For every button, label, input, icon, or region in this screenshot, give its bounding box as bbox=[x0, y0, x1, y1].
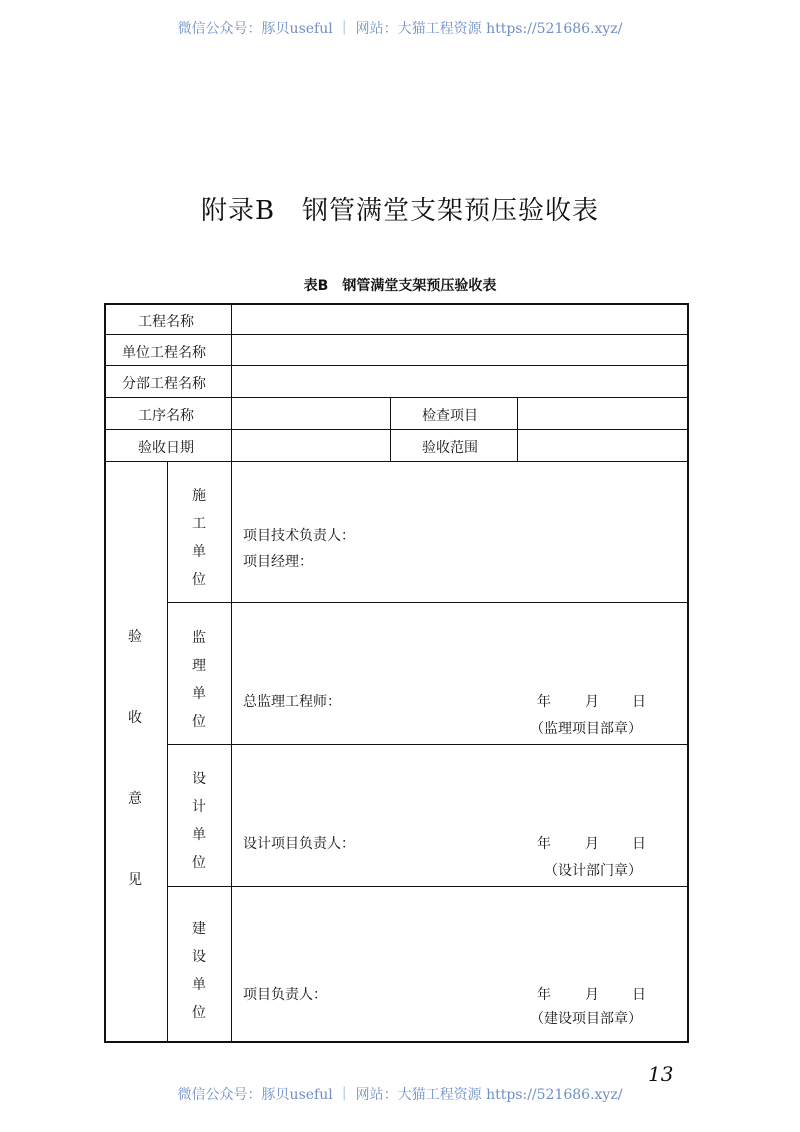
year-label: 年 bbox=[537, 987, 551, 1003]
unit-supervision bbox=[192, 627, 206, 731]
project-manager-label: 项目经理： bbox=[243, 554, 313, 570]
unit-construction bbox=[192, 485, 206, 589]
stamp-label: （监理项目部章） bbox=[530, 721, 642, 737]
char: 验 bbox=[128, 629, 142, 645]
char: 设 bbox=[192, 771, 206, 787]
label-sub-project-name: 分部工程名称 bbox=[122, 376, 206, 392]
char: 计 bbox=[192, 799, 206, 815]
label-acceptance-scope: 验收范围 bbox=[422, 440, 478, 456]
label-unit-project-name: 单位工程名称 bbox=[122, 345, 206, 361]
char: 设 bbox=[192, 949, 206, 965]
char: 位 bbox=[192, 714, 206, 730]
char: 单 bbox=[192, 827, 206, 843]
label-process-name: 工序名称 bbox=[138, 408, 194, 424]
month-label: 月 bbox=[585, 694, 599, 710]
label-acceptance-date: 验收日期 bbox=[138, 440, 194, 456]
char: 见 bbox=[128, 872, 142, 888]
label-inspection-item: 检查项目 bbox=[422, 408, 478, 424]
day-label: 日 bbox=[632, 987, 646, 1003]
watermark-top: 微信公众号：豚贝useful ｜ 网站：大猫工程资源 https://521686.xyz/ bbox=[177, 21, 623, 37]
month-label: 月 bbox=[585, 836, 599, 852]
design-lead-label: 设计项目负责人： bbox=[243, 836, 355, 852]
char: 意 bbox=[128, 791, 142, 807]
stamp-label: （建设项目部章） bbox=[530, 1011, 642, 1027]
char: 位 bbox=[192, 572, 206, 588]
page-number: 13 bbox=[648, 1062, 674, 1086]
char: 单 bbox=[192, 686, 206, 702]
acceptance-opinion-label bbox=[128, 626, 142, 889]
char: 工 bbox=[192, 516, 206, 532]
char: 单 bbox=[192, 544, 206, 560]
tech-lead-label: 项目技术负责人： bbox=[243, 528, 355, 544]
unit-owner bbox=[192, 918, 206, 1022]
char: 理 bbox=[192, 658, 206, 674]
char: 位 bbox=[192, 855, 206, 871]
day-label: 日 bbox=[632, 836, 646, 852]
chief-supervisor-label: 总监理工程师： bbox=[243, 694, 341, 710]
table-caption: 表B 钢管满堂支架预压验收表 bbox=[303, 278, 497, 294]
watermark-bottom: 微信公众号：豚贝useful ｜ 网站：大猫工程资源 https://521686.xyz/ bbox=[177, 1087, 623, 1103]
char: 监 bbox=[192, 630, 206, 646]
char: 单 bbox=[192, 977, 206, 993]
year-label: 年 bbox=[537, 694, 551, 710]
day-label: 日 bbox=[632, 694, 646, 710]
owner-lead-label: 项目负责人： bbox=[243, 987, 327, 1003]
year-label: 年 bbox=[537, 836, 551, 852]
month-label: 月 bbox=[585, 987, 599, 1003]
stamp-label: （设计部门章） bbox=[544, 863, 642, 879]
unit-design bbox=[192, 768, 206, 872]
char: 位 bbox=[192, 1005, 206, 1021]
char: 建 bbox=[192, 921, 206, 937]
char: 施 bbox=[192, 488, 206, 504]
char: 收 bbox=[128, 710, 142, 726]
label-project-name: 工程名称 bbox=[138, 314, 194, 330]
appendix-title: 附录B 钢管满堂支架预压验收表 bbox=[200, 196, 600, 226]
